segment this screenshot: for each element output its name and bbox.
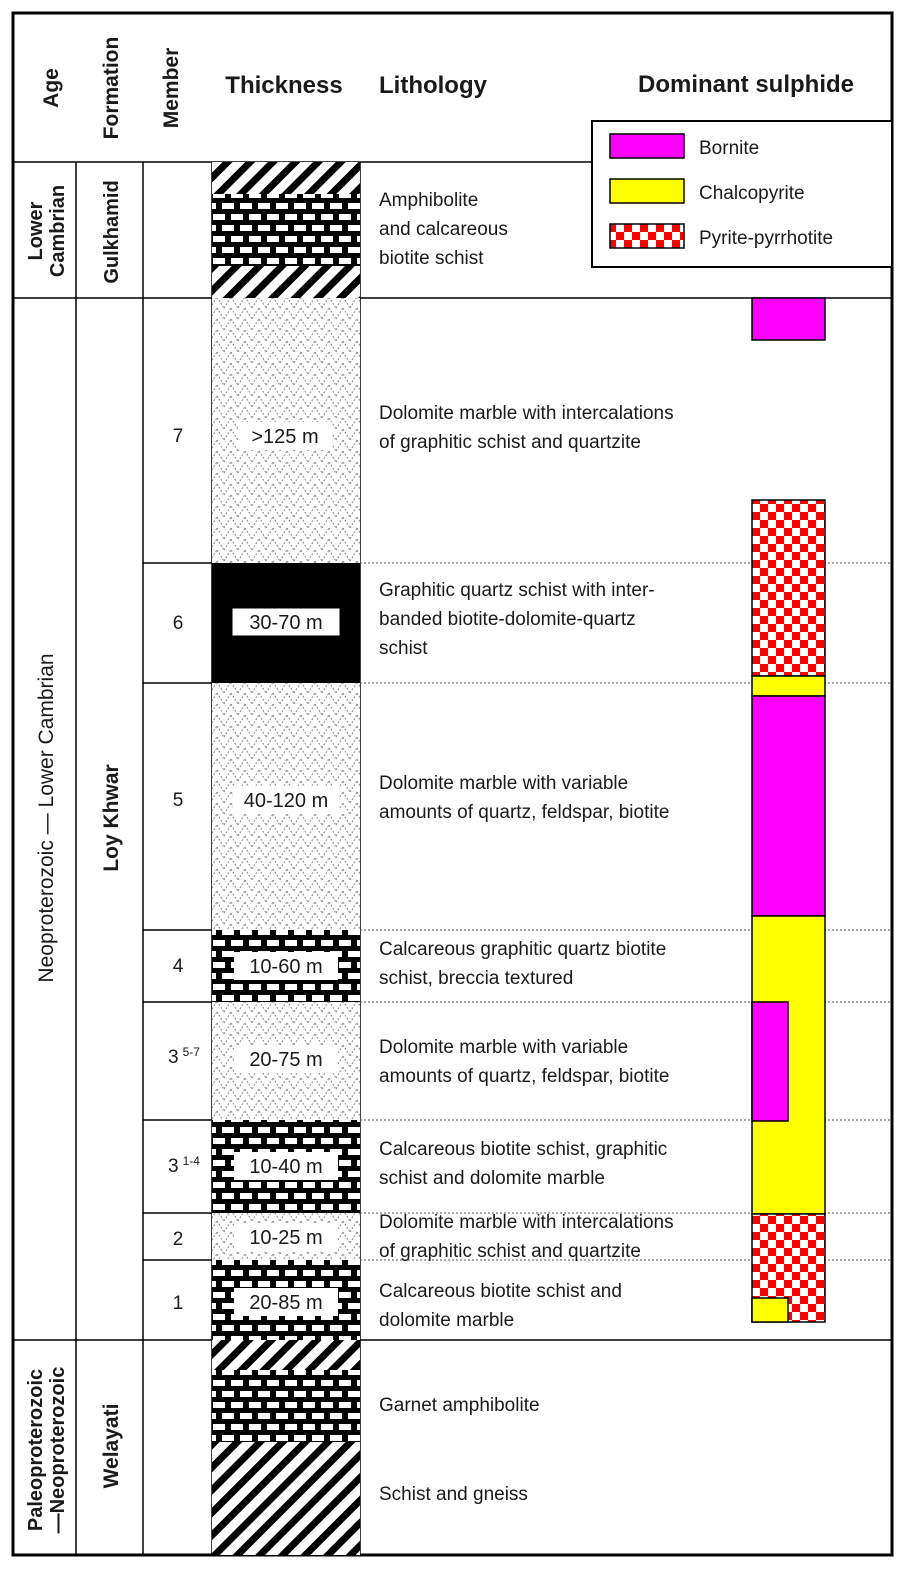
lithology-3-lower-line2: schist and dolomite marble bbox=[379, 1168, 605, 1189]
sulphide-bornite-main bbox=[752, 696, 825, 916]
member-3-lower: 3 $^{1-4}$ bbox=[168, 1154, 200, 1177]
thickness-1: 20-85 m bbox=[249, 1292, 323, 1314]
legend-label-chalcopyrite: Chalcopyrite bbox=[699, 183, 805, 204]
lithology-2-line2: of graphitic schist and quartzite bbox=[379, 1241, 641, 1262]
age-paleoproterozoic-line1: Paleoproterozoic bbox=[25, 1368, 47, 1532]
member-2: 2 bbox=[172, 1229, 184, 1250]
age-neoproterozoic-lower-cambrian: Neoproterozoic — Lower Cambrian bbox=[35, 653, 58, 983]
gulkhamid-top-hatch bbox=[212, 162, 360, 194]
thickness-3-lower: 10-40 m bbox=[249, 1156, 323, 1178]
sulphide-chalcopyrite-bottom bbox=[752, 1298, 788, 1322]
formation-gulkhamid: Gulkhamid bbox=[101, 180, 123, 284]
thickness-column bbox=[212, 162, 360, 1555]
age-lower-cambrian-line2: Cambrian bbox=[47, 184, 69, 278]
welayati-top-hatch bbox=[212, 1340, 360, 1370]
lithology-4-line2: schist, breccia textured bbox=[379, 968, 574, 989]
sulphide-pyrite-upper bbox=[752, 500, 825, 676]
header-thickness: Thickness bbox=[225, 72, 343, 99]
legend-swatch-bornite bbox=[610, 134, 684, 158]
lithology-1-line2: dolomite marble bbox=[379, 1310, 515, 1331]
legend-label-bornite: Bornite bbox=[699, 138, 760, 159]
legend-swatch-pyrite-pyrrhotite bbox=[610, 224, 684, 248]
lithology-7-line2: of graphitic schist and quartzite bbox=[379, 432, 641, 453]
lithology-gulkhamid-line1: Amphibolite bbox=[379, 190, 479, 211]
legend bbox=[592, 121, 892, 267]
sulphide-bornite-top bbox=[752, 298, 825, 340]
formation-loy-khwar: Loy Khwar bbox=[100, 764, 123, 872]
lithology-4-line1: Calcareous graphitic quartz biotite bbox=[379, 939, 667, 960]
lithology-6-line3: schist bbox=[379, 638, 428, 659]
lithology-gulkhamid-line2: and calcareous bbox=[379, 219, 508, 240]
welayati-bottom-hatch bbox=[212, 1442, 360, 1555]
formation-welayati: Welayati bbox=[100, 1403, 123, 1489]
member-1: 1 bbox=[172, 1293, 184, 1314]
lithology-7-line1: Dolomite marble with intercalations bbox=[379, 403, 674, 424]
lithology-5-line1: Dolomite marble with variable bbox=[379, 773, 629, 794]
member-7: 7 bbox=[172, 426, 184, 447]
header-age: Age bbox=[40, 68, 63, 108]
age-paleoproterozoic-line2: —Neoproterozoic bbox=[47, 1366, 69, 1534]
lithology-garnet-amphibolite: Garnet amphibolite bbox=[379, 1395, 540, 1416]
sulphide-bornite-lens bbox=[752, 1002, 788, 1121]
member-3-upper: 3 $^{5-7}$ bbox=[168, 1045, 200, 1068]
legend-swatch-chalcopyrite bbox=[610, 179, 684, 203]
lithology-schist-gneiss: Schist and gneiss bbox=[379, 1484, 528, 1505]
lithology-6-line2: banded biotite-dolomite-quartz bbox=[379, 609, 636, 630]
header-formation: Formation bbox=[100, 36, 123, 140]
thickness-6: 30-70 m bbox=[249, 612, 323, 634]
lithology-1-line1: Calcareous biotite schist and bbox=[379, 1281, 622, 1302]
lithology-2-line1: Dolomite marble with intercalations bbox=[379, 1212, 674, 1233]
member-6: 6 bbox=[172, 613, 184, 634]
lithology-3-lower-line1: Calcareous biotite schist, graphitic bbox=[379, 1139, 668, 1160]
thickness-3-upper: 20-75 m bbox=[249, 1049, 323, 1071]
legend-label-pyrite-pyrrhotite: Pyrite-pyrrhotite bbox=[699, 228, 834, 249]
sulphide-chalcopyrite-thin bbox=[752, 676, 825, 696]
thickness-4: 10-60 m bbox=[249, 956, 323, 978]
age-lower-cambrian-line1: Lower bbox=[25, 201, 47, 261]
lithology-3-upper-line1: Dolomite marble with variable bbox=[379, 1037, 629, 1058]
header-lithology: Lithology bbox=[379, 72, 487, 99]
lithology-gulkhamid-line3: biotite schist bbox=[379, 248, 484, 269]
thickness-7: >125 m bbox=[251, 426, 319, 448]
member-4: 4 bbox=[172, 956, 184, 977]
welayati-checker bbox=[212, 1370, 360, 1442]
header-dominant-sulphide: Dominant sulphide bbox=[638, 71, 854, 98]
thickness-2: 10-25 m bbox=[249, 1227, 323, 1249]
gulkhamid-checker bbox=[212, 194, 360, 266]
lithology-5-line2: amounts of quartz, feldspar, biotite bbox=[379, 802, 670, 823]
gulkhamid-bottom-hatch bbox=[212, 266, 360, 298]
member-5: 5 bbox=[172, 790, 184, 811]
lithology-3-upper-line2: amounts of quartz, feldspar, biotite bbox=[379, 1066, 670, 1087]
thickness-5: 40-120 m bbox=[243, 790, 329, 812]
header-member: Member bbox=[160, 47, 183, 129]
lithology-6-line1: Graphitic quartz schist with inter- bbox=[379, 580, 655, 601]
